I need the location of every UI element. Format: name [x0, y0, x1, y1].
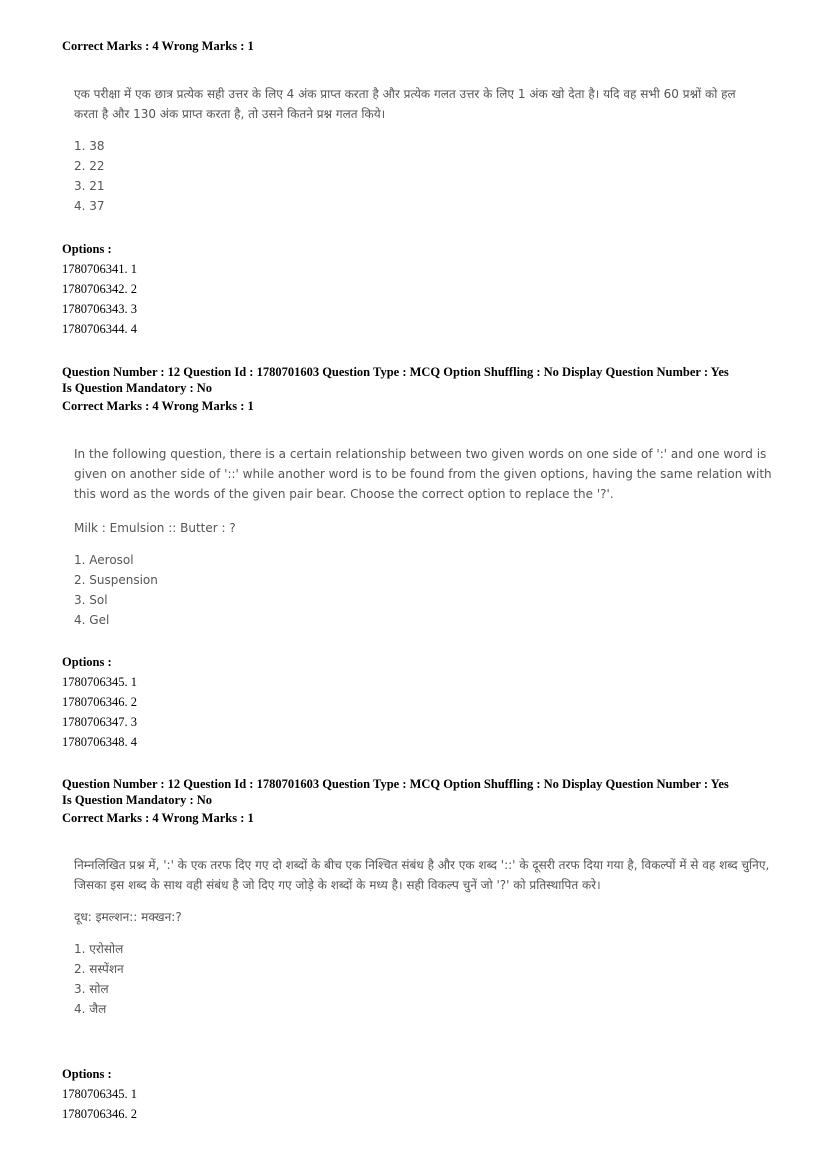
q11-question-text: एक परीक्षा में एक छात्र प्रत्येक सही उत्तर के लिए 4 अंक प्राप्त करता है और प्रत्येक गलत उत्तर के लिए 1 अंक खो देता है। यदि वह सभी 60 प्रश्नों को हल करता है और 130 अंक प्राप्त करता है, तो उसने कितने प्रश्न गलत किये।	[74, 87, 736, 121]
q12hi-choice-2: 2. सस्पेंशन	[74, 962, 124, 976]
q12en-choice-2: 2. Suspension	[74, 573, 158, 587]
q12en-choice-3: 3. Sol	[74, 593, 108, 607]
q11-options-label: Options :	[62, 242, 112, 256]
q12hi-question-text: निम्नलिखित प्रश्न में, ':' के एक तरफ दिए गए दो शब्दों के बीच एक निश्चित संबंध है और एक शब्द '::' के दूसरी तरफ दिया गया है, विकल्पों में से वह शब्द चुनिए, जिसका इस शब्द के साथ वही संबंध है जो दिए गए जोड़े के शब्दों के मध्य है। सही विकल्प चुनें जो '?' को प्रतिस्थापित करे।	[74, 858, 770, 892]
q12en-option-1: 1780706345. 1	[62, 675, 137, 689]
q12en-header: Question Number : 12 Question Id : 1780701603 Question Type : MCQ Option Shuffling : No Display Question Number : Yes	[62, 365, 729, 379]
q11-choice-3: 3. 21	[74, 179, 105, 193]
q11-option-3: 1780706343. 3	[62, 302, 137, 316]
q12hi-prompt: दूध: इमल्शन:: मक्खन:?	[74, 910, 182, 924]
q11-option-2: 1780706342. 2	[62, 282, 137, 296]
q12hi-choice-1: 1. एरोसोल	[74, 942, 124, 956]
q12en-choice-4: 4. Gel	[74, 613, 110, 627]
q12hi-options-label: Options :	[62, 1067, 112, 1081]
q11-choice-4: 4. 37	[74, 199, 105, 213]
q12en-mandatory: Is Question Mandatory : No	[62, 381, 213, 395]
q12hi-option-1: 1780706345. 1	[62, 1087, 137, 1101]
q12hi-choice-4: 4. जैल	[74, 1002, 107, 1016]
q11-option-1: 1780706341. 1	[62, 262, 137, 276]
q12hi-choice-3: 3. सोल	[74, 982, 109, 996]
q11-choice-1: 1. 38	[74, 139, 105, 153]
q12en-question-image	[74, 444, 774, 630]
q12en-option-3: 1780706347. 3	[62, 715, 137, 729]
q12hi-mandatory: Is Question Mandatory : No	[62, 793, 213, 807]
q11-choice-2: 2. 22	[74, 159, 105, 173]
q12en-options-label: Options :	[62, 655, 112, 669]
q12en-text-line-2: given on another side of '::' while another word is to be found from the given options, having the same relation with	[74, 467, 772, 481]
q12hi-marks: Correct Marks : 4 Wrong Marks : 1	[62, 811, 254, 825]
q12en-marks: Correct Marks : 4 Wrong Marks : 1	[62, 399, 254, 413]
q11-question-image	[74, 84, 754, 216]
q12en-option-4: 1780706348. 4	[62, 735, 137, 749]
q12en-text-line-3: this word as the words of the given pair bear. Choose the correct option to replace the '?'.	[74, 487, 614, 501]
q12en-text-line-1: In the following question, there is a certain relationship between two given words on one side of ':' and one word is	[74, 447, 767, 461]
q11-marks: Correct Marks : 4 Wrong Marks : 1	[62, 39, 254, 53]
q12hi-option-2: 1780706346. 2	[62, 1107, 137, 1121]
q12en-option-2: 1780706346. 2	[62, 695, 137, 709]
q12en-prompt: Milk : Emulsion :: Butter : ?	[74, 521, 236, 535]
q11-option-4: 1780706344. 4	[62, 322, 137, 336]
q12hi-header: Question Number : 12 Question Id : 1780701603 Question Type : MCQ Option Shuffling : No Display Question Number : Yes	[62, 777, 729, 791]
q12en-choice-1: 1. Aerosol	[74, 553, 134, 567]
q12hi-question-image	[74, 855, 774, 1019]
